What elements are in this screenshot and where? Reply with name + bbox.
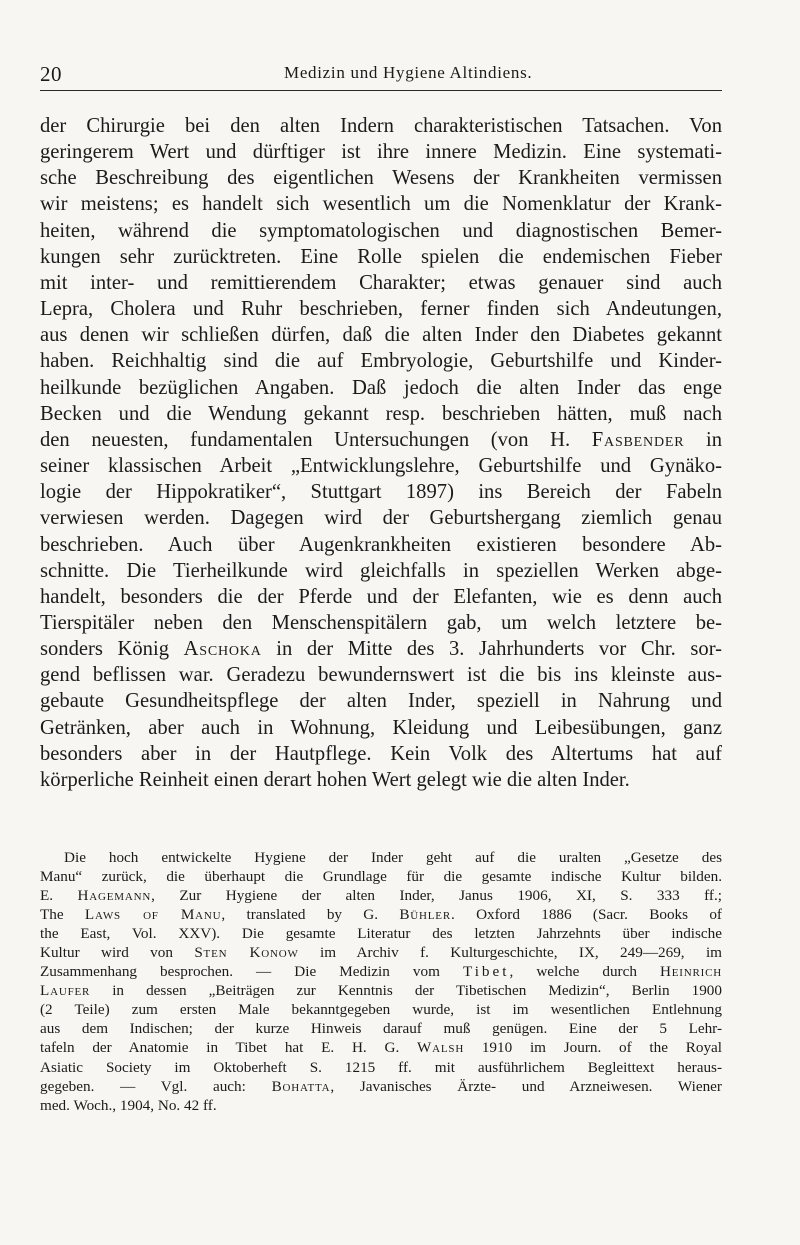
text-line: Lepra, Cholera und Ruhr beschrieben, ferner finden sich Andeutungen,	[40, 298, 722, 321]
text-segment: im Archiv f. Kulturgeschichte, IX, 249—269, im	[298, 944, 722, 962]
text-segment: E.	[40, 887, 78, 905]
text-line: sche Beschreibung des eigentlichen Wesens der Krankheiten vermissen	[40, 167, 722, 190]
main-text	[40, 113, 722, 793]
text-line: heiten, während die symptomatologischen und diagnostischen Bemer-	[40, 219, 722, 242]
footnote-line	[40, 943, 722, 962]
author-name: Bohatta	[271, 1077, 331, 1095]
text-segment: in dessen „Beiträgen zur Kenntnis der Tibetischen Medizin“, Berlin 1900	[90, 982, 722, 1000]
text-line: logie der Hippokratiker“, Stuttgart 1897) ins Bereich der Fabeln	[40, 481, 722, 504]
text-line: Getränken, aber auch in Wohnung, Kleidung und Leibesübungen, ganz	[40, 716, 722, 739]
page-header	[40, 62, 722, 91]
footnote-line: Die hoch entwickelte Hygiene der Inder geht auf die uralten „Gesetze des	[64, 849, 722, 866]
work-title: Laws of Manu	[84, 906, 222, 924]
text-line: seiner klassischen Arbeit „Entwicklungslehre, Geburtshilfe und Gynäko-	[40, 455, 722, 478]
text-line: beschrieben. Auch über Augenkrankheiten existieren besondere Ab-	[40, 533, 722, 556]
text-segment: den neuesten, fundamentalen Untersuchungen (von H.	[40, 428, 592, 451]
text-line: gebaute Gesundheitspflege der alten Inder, speziell in Nahrung und	[40, 690, 722, 713]
text-line: haben. Reichhaltig sind die auf Embryologie, Geburtshilfe und Kinder-	[40, 350, 722, 373]
text-segment: in der Mitte des 3. Jahrhunderts vor Chr. sor-	[261, 638, 722, 661]
author-name: Laufer	[40, 982, 91, 1000]
text-segment: , Javanisches Ärzte- und Arzneiwesen. Wiener	[330, 1077, 722, 1095]
text-line: Becken und die Wendung gekannt resp. beschrieben hätten, muß nach	[40, 402, 722, 425]
text-segment: Kultur wird von	[40, 944, 195, 962]
text-segment: tafeln der Anatomie in Tibet hat E. H. G.	[40, 1039, 417, 1057]
text-line: schnitte. Die Tierheilkunde wird gleichfalls in speziellen Werken abge-	[40, 559, 722, 582]
text-line	[40, 427, 722, 453]
text-segment: in	[684, 428, 723, 451]
footnote-line: (2 Teile) zum ersten Male bekanntgegeben wurde, ist im wesentlichen Entlehnung	[40, 1001, 722, 1019]
text-line: verwiesen werden. Dagegen wird der Geburtshergang ziemlich genau	[40, 507, 722, 530]
text-segment: , translated by G.	[221, 906, 400, 924]
text-line: mit inter- und remittierendem Charakter; etwas genauer sind auch	[40, 271, 722, 294]
author-name: Fasbender	[591, 428, 685, 451]
text-segment: Zusammenhang besprochen. — Die Medizin vom	[40, 963, 463, 981]
page-number: 20	[40, 62, 62, 86]
text-line: aus denen wir schließen dürfen, daß die alten Inder den Diabetes gekannt	[40, 324, 722, 347]
text-line: wir meistens; es handelt sich wesentlich um die Nomenklatur der Krank-	[40, 193, 722, 216]
author-name: Walsh	[417, 1039, 465, 1057]
author-name: Hagemann	[77, 887, 152, 905]
text-segment: . Oxford 1886 (Sacr. Books of	[450, 906, 722, 924]
author-name: Sten Konow	[194, 944, 299, 962]
author-name: Bühler	[399, 906, 451, 924]
author-name: Heinrich	[660, 963, 722, 981]
text-line: körperliche Reinheit einen derart hohen Wert gelegt wie die alten Inder.	[40, 768, 630, 791]
text-segment: The	[40, 906, 85, 924]
emphasized-word: Tibet	[462, 963, 510, 981]
footnote-line	[40, 981, 722, 1000]
footnote-line	[40, 905, 722, 924]
text-segment: sonders König	[40, 638, 184, 661]
footnote-line	[40, 1077, 722, 1096]
text-segment: , welche durch	[509, 963, 660, 981]
running-head: Medizin und Hygiene Altindiens.	[284, 63, 533, 82]
text-segment: , Zur Hygiene der alten Inder, Janus 1906, XI, S. 333 ff.;	[151, 887, 722, 905]
text-line: besonders aber in der Hautpflege. Kein Volk des Altertums hat auf	[40, 742, 722, 765]
text-line: kungen sehr zurücktreten. Eine Rolle spielen die endemischen Fieber	[40, 245, 722, 268]
footnote-line: Manu“ zurück, die überhaupt die Grundlage für die gesamte indische Kultur bilden.	[40, 868, 722, 886]
text-line: geringerem Wert und dürftiger ist ihre innere Medizin. Eine systemati-	[40, 141, 722, 164]
footnote-line: med. Woch., 1904, No. 42 ff.	[40, 1096, 217, 1114]
text-line: Tierspitäler neben den Menschenspitälern gab, um welch letztere be-	[40, 611, 722, 634]
footnote-line: the East, Vol. XXV). Die gesamte Literatur des letzten Jahrzehnts über indische	[40, 925, 722, 943]
text-line: heilkunde bezüglichen Angaben. Daß jedoch die alten Inder das enge	[40, 376, 722, 399]
footnote-line	[40, 886, 722, 905]
text-line	[40, 636, 722, 662]
footnote-line	[40, 1038, 722, 1057]
footnote-line: Asiatic Society im Oktoberheft S. 1215 ff. mit ausführlichem Begleittext heraus-	[40, 1058, 722, 1076]
footnote-line: aus dem Indischen; der kurze Hinweis darauf muß genügen. Eine der 5 Lehr-	[40, 1020, 722, 1038]
footnote-line	[40, 962, 722, 981]
text-line: gend beflissen war. Geradezu bewundernswert ist die bis ins kleinste aus-	[40, 664, 722, 687]
person-name: Aschoka	[183, 638, 262, 661]
text-segment: 1910 im Journ. of the Royal	[464, 1039, 723, 1057]
text-line: handelt, besonders die der Pferde und der Elefanten, wie es denn auch	[40, 585, 722, 608]
footnote	[40, 848, 722, 1115]
text-line: der Chirurgie bei den alten Indern charakteristischen Tatsachen. Von	[40, 115, 722, 137]
text-segment: gegeben. — Vgl. auch:	[40, 1077, 272, 1095]
